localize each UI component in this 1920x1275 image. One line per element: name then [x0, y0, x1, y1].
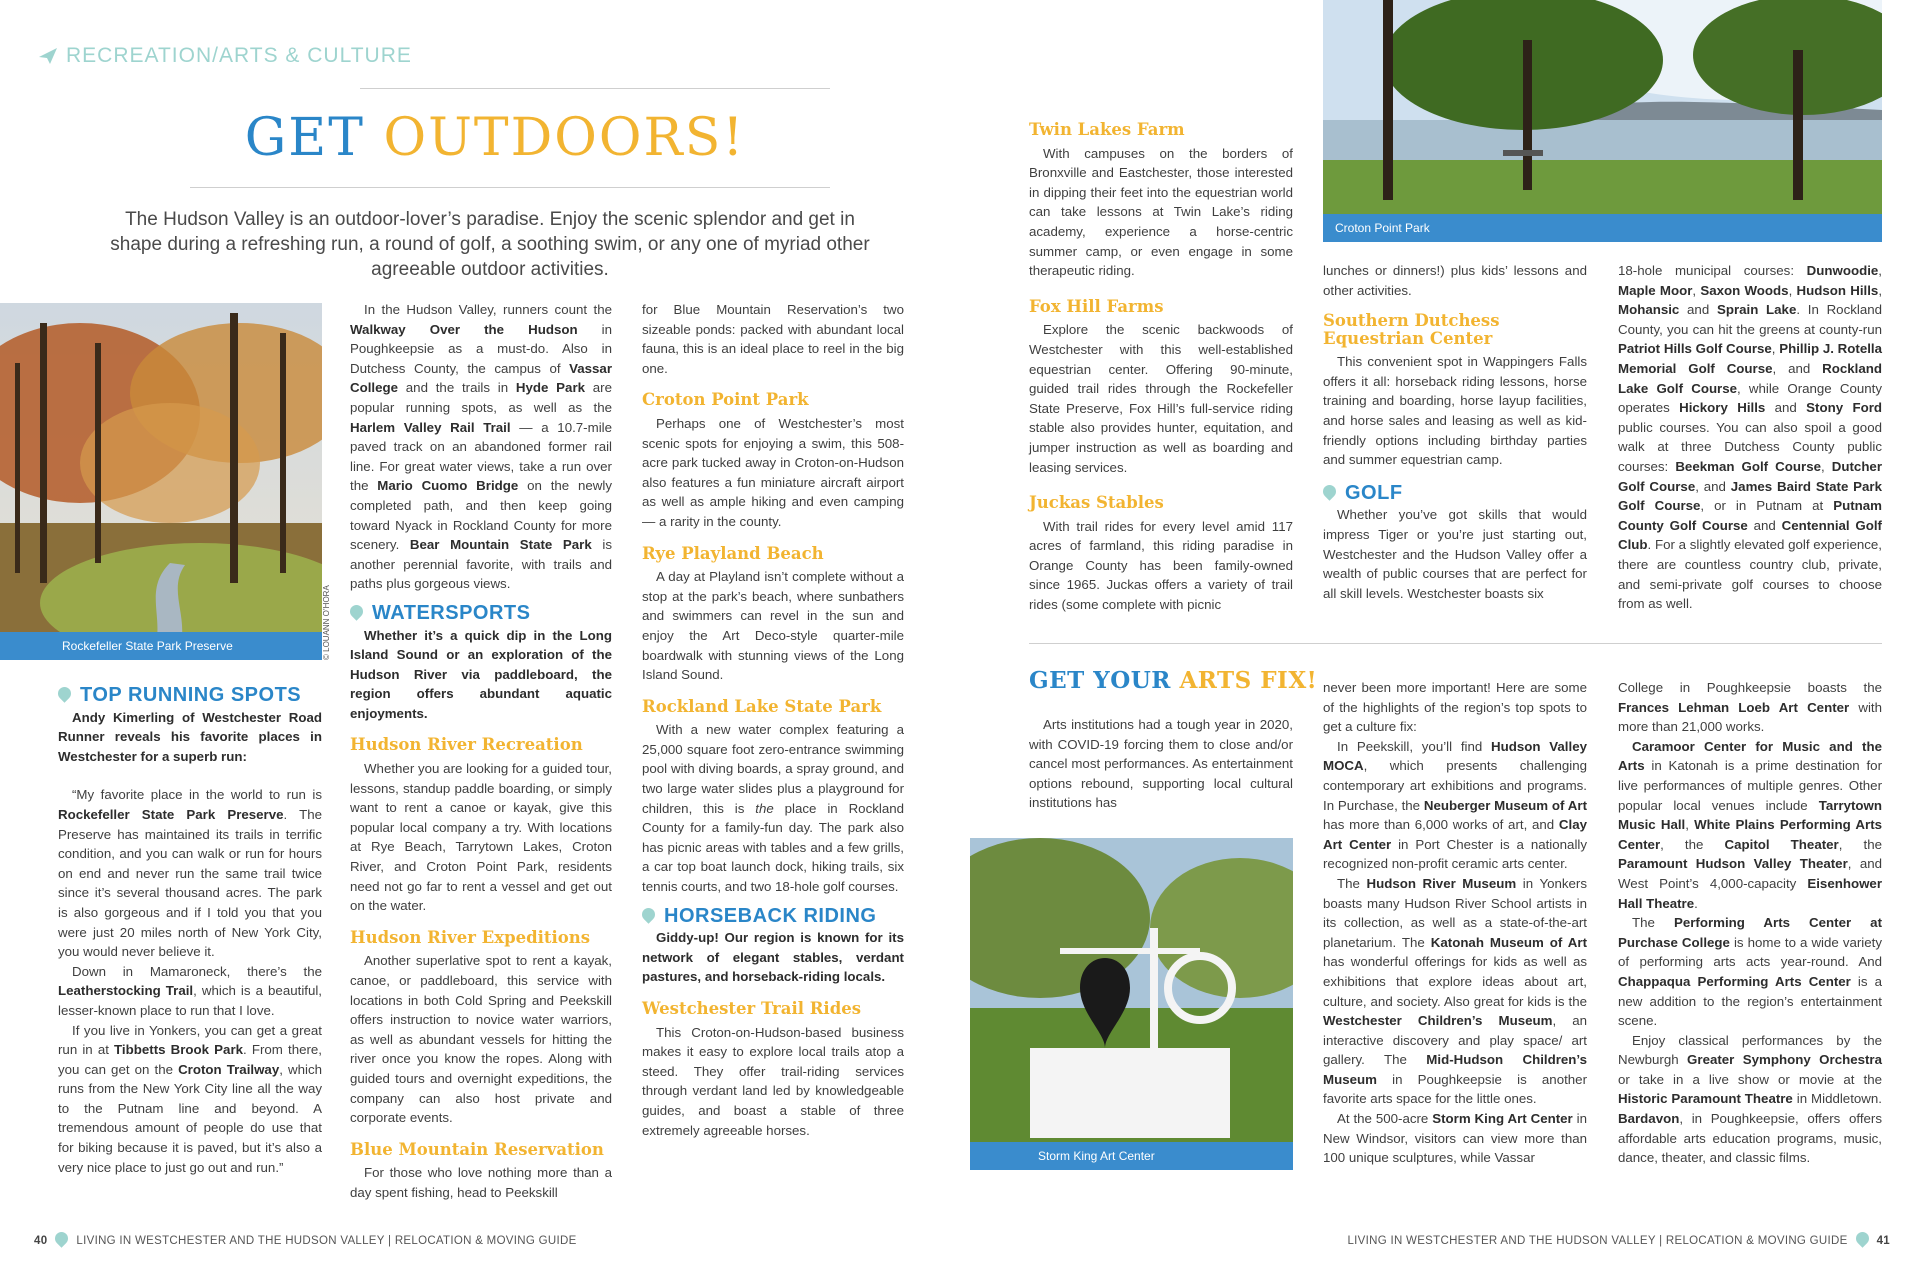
- a2-a: In Peekskill, you’ll find: [1337, 738, 1492, 754]
- arts-c3-p2: [1618, 737, 1882, 913]
- intro-paragraph: The Hudson Valley is an outdoor-lover’s paradise. Enjoy the scenic splendor and get in shape during a refreshing run, a round of golf, a soothing swim, or any one of myriad other agreeable outdoor activities.: [110, 209, 870, 280]
- c2-i: — a 10.7-mile paved track on an abandoned former rail line. For great water views, take a run over the: [350, 419, 612, 494]
- b2-f: , the: [1660, 836, 1725, 852]
- location-pin-icon: [1320, 482, 1338, 500]
- column-top-running-spots: [58, 686, 322, 1177]
- b2-i: Paramount Hudson Valley Theater: [1618, 856, 1848, 872]
- b3-a: The: [1632, 915, 1674, 931]
- g-f: Saxon Woods: [1700, 282, 1789, 298]
- b2-e: White Plains Performing Arts Center: [1618, 817, 1883, 852]
- blue-mountain-text: For those who love nothing more than a day spent fishing, head to Peekskill: [350, 1165, 612, 1200]
- location-pin-icon: [53, 1229, 71, 1247]
- g-h: Hudson Hills: [1796, 282, 1879, 298]
- a3-i: in Poughkeepsie is another favorite arts space for the little ones.: [1323, 1071, 1587, 1107]
- location-pin-icon: [347, 603, 365, 621]
- c2-j: Mario Cuomo Bridge: [377, 478, 519, 494]
- g-q: , and: [1772, 360, 1823, 376]
- b3-b: Performing Arts Center at Purchase College: [1618, 915, 1883, 950]
- rls-c: place in Rockland County for a family-fun day. The park also has picnic areas with tables and a few grills, a car top boat launch dock, hiking trails, six tennis courts, and two 18-hole golf courses.: [642, 800, 905, 895]
- section-label: [38, 44, 412, 68]
- g-l: Sprain Lake: [1716, 302, 1797, 318]
- twin-lakes-farm-text: With campuses on the borders of Bronxville and Eastchester, those interested in dipping their feet into the equestrian world can take lessons at Twin Lake’s riding academy, experience a horse-centric summer camp, or even engage in some therapeutic riding.: [1029, 145, 1293, 279]
- section-label-text: RECREATION/ARTS & CULTURE: [66, 44, 412, 67]
- column-3: [642, 300, 904, 1140]
- a3-e: has wonderful offerings for kids as well as exhibitions that explore ideas about art, culture, and society. Also great for kids is the: [1323, 954, 1587, 1009]
- croton-point-park-heading: Croton Point Park: [642, 390, 809, 410]
- page-number-right: 41: [1876, 1234, 1890, 1247]
- a4-b: Storm King Art Center: [1432, 1111, 1573, 1127]
- running-quote-1: [58, 785, 322, 961]
- title-rule-top: [360, 88, 830, 89]
- golf-heading-text: GOLF: [1345, 481, 1403, 504]
- q2-b: Leatherstocking Trail: [58, 983, 194, 999]
- lake-trees-image: [1323, 0, 1882, 242]
- a3-g: , an interactive discovery and play space/ art gallery. The: [1323, 1013, 1587, 1068]
- g-t: Hickory Hills: [1679, 400, 1766, 416]
- b4-c: or take in a live show or movie at the: [1618, 1071, 1882, 1087]
- g-af: Centennial Golf Club: [1618, 517, 1882, 553]
- fox-hill-farms-heading: Fox Hill Farms: [1029, 296, 1164, 316]
- b1-a: College in Poughkeepsie boasts the: [1618, 680, 1882, 695]
- hudson-river-expeditions-text: Another superlative spot to rent a kayak, canoe, or paddleboard, this service with locations in both Cold Spring and Peekskill offers instruction to novice water warriors, as well as abundant vessels for hitting the river once you know the ropes. Along with guided tours and overnight expeditions, the company can also host private and corporate events.: [350, 953, 612, 1126]
- g-ad: Putnam County Golf Course: [1618, 498, 1882, 533]
- golf-heading: [1323, 481, 1587, 504]
- q1-b: Rockefeller State Park Preserve: [58, 806, 284, 822]
- location-pin-icon: [1853, 1229, 1871, 1247]
- arts-c2-p2: [1323, 737, 1587, 874]
- b1-b: Frances Lehman Loeb Art Center: [1618, 699, 1850, 715]
- a3-f: Westchester Children’s Museum: [1323, 1013, 1553, 1029]
- a3-b: Hudson River Museum: [1366, 875, 1517, 891]
- arts-title: [1029, 667, 1317, 694]
- arts-c2-p3: [1323, 874, 1587, 1109]
- juckas-stables-heading: Juckas Stables: [1029, 493, 1164, 513]
- g-i: ,: [1878, 282, 1883, 298]
- c2-a: In the Hudson Valley, runners count the: [364, 302, 612, 317]
- westchester-trail-rides-text: This Croton-on-Hudson-based business makes it easy to explore local trails atop a steed. They offer trail-riding services through verdant land led by knowledgeable guides, and boast a stable of three extremely agreeable horses.: [642, 1024, 904, 1138]
- a4-c: in New Windsor, visitors can view more than 100 unique sculptures, while Vassar: [1323, 1111, 1587, 1166]
- rye-playland-heading: Rye Playland Beach: [642, 543, 824, 563]
- b4-f: Bardavon: [1618, 1111, 1680, 1127]
- photo-credit: © LOUANN O’HORA: [322, 585, 331, 660]
- arts-c3-p1: [1618, 678, 1882, 737]
- location-pin-icon: [55, 685, 73, 703]
- watersports-lead: [350, 626, 612, 724]
- a2-f: Clay Art Center: [1323, 817, 1587, 852]
- a2-e: has more than 6,000 works of art, and: [1323, 817, 1559, 833]
- g-d: Maple Moor: [1618, 282, 1693, 298]
- footer-left: [34, 1234, 577, 1247]
- arts-c2-p1: never been more important! Here are some of the highlights of the region’s top spots to get a culture fix:: [1323, 680, 1587, 735]
- c2-d: Vassar College: [350, 360, 612, 396]
- b2-l: .: [1694, 895, 1698, 911]
- g-m: . In Rockland County, you can hit the greens at county-run: [1618, 302, 1883, 337]
- column-2: [350, 300, 612, 1203]
- q3-b: Tibbetts Brook Park: [114, 1042, 244, 1058]
- arts-column-3: [1618, 678, 1882, 1168]
- running-quote-3: [58, 1021, 322, 1178]
- q1-c: . The Preserve has maintained its trails in terrific condition, and you can walk or run for hours on end and never run the same trail twice since it’s several thousand acres. The park is also gorgeous and if I told you that you were just 20 miles north of New York City, you would never believe it.: [58, 806, 322, 960]
- footer-right-text: LIVING IN WESTCHESTER AND THE HUDSON VALLEY | RELOCATION & MOVING GUIDE: [1347, 1234, 1848, 1247]
- horseback-riding-heading-text: HORSEBACK RIDING: [664, 904, 877, 927]
- column-6: [1618, 261, 1882, 614]
- rockland-lake-heading: Rockland Lake State Park: [642, 696, 882, 716]
- column-4: [1029, 120, 1293, 615]
- b3-d: Chappaqua Performing Arts Center: [1618, 973, 1851, 989]
- a3-a: The: [1337, 875, 1367, 891]
- g-r: Rockland Lake Golf Course: [1618, 360, 1882, 396]
- b2-j: , and West Point’s 4,000-capacity: [1618, 856, 1883, 891]
- watersports-heading: [350, 601, 612, 624]
- twin-lakes-farm-heading: Twin Lakes Farm: [1029, 120, 1185, 139]
- c2-k: on the newly completed path, and then keep going toward Nyack in Rockland County for more scenery.: [350, 478, 612, 553]
- footer-right: [1347, 1234, 1890, 1247]
- c2-m: is another perennial favorite, with trails and paths plus gorgeous views.: [350, 537, 612, 592]
- b2-k: Eisenhower Hall Theatre: [1618, 875, 1882, 911]
- hudson-river-expeditions-heading: Hudson River Expeditions: [350, 927, 591, 947]
- autumn-forest-image: [0, 303, 322, 660]
- c2-f: Hyde Park: [515, 380, 586, 396]
- top-running-spots-heading-text: TOP RUNNING SPOTS: [80, 684, 302, 706]
- col2-intro: [350, 300, 612, 594]
- g-p: Phillip J. Rotella Memorial Golf Course: [1618, 341, 1883, 376]
- southern-dutchess-heading: Southern Dutchess Equestrian Center: [1323, 311, 1500, 349]
- g-ag: . For a slightly elevated golf experience, there are countless country club, private, and semi-private golf courses to choose from as well.: [1618, 537, 1882, 612]
- top-running-spots-heading: [58, 686, 322, 706]
- page-title-part1: GET: [244, 108, 365, 168]
- blue-mountain-heading: Blue Mountain Reservation: [350, 1139, 604, 1159]
- arts-title-b: ARTS FIX!: [1179, 667, 1318, 694]
- g-z: Dutcher Golf Course: [1618, 458, 1883, 494]
- q3-c: . From there, you can get on the: [58, 1042, 323, 1077]
- horseback-lead-text: Giddy-up! Our region is known for its network of elegant stables, verdant pastures, and horseback-riding locals.: [642, 930, 904, 985]
- running-lead-text: Andy Kimerling of Westchester Road Runner reveals his favorite places in Westchester for a superb run:: [58, 709, 322, 764]
- g-c: ,: [1878, 263, 1882, 278]
- g-s: , while Orange County operates: [1618, 380, 1882, 416]
- watersports-lead-text: Whether it’s a quick dip in the Long Island Sound or an exploration of the Hudson River via paddleboard, the region offers abundant aquatic enjoyments.: [350, 627, 612, 721]
- c2-b: Walkway Over the Hudson: [350, 321, 578, 337]
- c2-l: Bear Mountain State Park: [409, 537, 592, 553]
- c2-c: in Poughkeepsie as a must-do. Also in Dutchess County, the campus of: [350, 321, 613, 376]
- running-lead: [58, 708, 322, 767]
- g-ac: , or in Putnam at: [1700, 498, 1834, 514]
- q2-c: , which is a beautiful, lesser-known place to run that I love.: [58, 983, 323, 1018]
- page-number-left: 40: [34, 1234, 48, 1247]
- b2-a: Caramoor Center for Music and the Arts: [1618, 738, 1882, 774]
- g-aa: , and: [1695, 478, 1731, 494]
- b1-c: with more than 21,000 works.: [1618, 699, 1882, 735]
- a3-d: Katonah Museum of Art: [1430, 934, 1588, 950]
- arts-column-2: [1323, 678, 1587, 1168]
- hudson-river-recreation-text: Whether you are looking for a guided tour, lessons, standup paddle boarding, or simply want to rent a canoe or kayak, give this popular local company a try. With locations at Rye Beach, Tarrytown Lakes, Croton River, and Croton Point Park, residents need not go far to rent a vessel and get out on the water.: [350, 761, 612, 914]
- col3-continuation: for Blue Mountain Reservation’s two sizeable ponds: packed with abundant local fauna, this is an ideal place to reel in the big one.: [642, 302, 904, 376]
- rls-b: the: [755, 800, 774, 816]
- rls-a: With a new water complex featuring a 25,000 square foot zero-entrance swimming pool with diving boards, a spray ground, and two large water slides plus a playground for children, this is: [642, 722, 904, 816]
- g-u: and: [1765, 400, 1807, 416]
- g-a: 18-hole municipal courses:: [1618, 263, 1807, 278]
- c2-h: Harlem Valley Rail Trail: [350, 419, 511, 435]
- arts-intro-column: [1029, 715, 1293, 813]
- arts-c3-p4: [1618, 1031, 1882, 1168]
- golf-courses-text: [1618, 261, 1882, 614]
- page-title: [225, 108, 765, 168]
- horseback-lead: [642, 928, 904, 987]
- q1-a: “My favorite place in the world to run is: [72, 787, 322, 803]
- b3-c: is home to a wide variety of performing arts acts year-round. And: [1618, 934, 1882, 970]
- rye-playland-text: A day at Playland isn’t complete without a stop at the park’s beach, where sunbathers and swimmers can revel in the sun and enjoy the Art Deco-style quarter-mile boardwalk with stunning views of the Long Island Sound.: [642, 569, 904, 683]
- g-ae: and: [1747, 517, 1782, 533]
- rockefeller-photo: [0, 303, 322, 660]
- g-g: ,: [1788, 282, 1797, 298]
- g-n: Patriot Hills Golf Course: [1618, 341, 1772, 357]
- arts-rule: [1029, 643, 1882, 644]
- croton-point-photo: [1323, 0, 1882, 242]
- paper-plane-icon: [38, 47, 58, 65]
- a3-c: in Yonkers boasts many Hudson River School artists in its collection, as well as a state-of-the-art planetarium. The: [1323, 875, 1588, 950]
- a2-c: , which presents challenging contemporary art exhibitions and programs. In Purchase, the: [1323, 758, 1587, 813]
- a4-a: At the 500-acre: [1337, 1111, 1433, 1127]
- g-y: ,: [1821, 458, 1832, 474]
- q3-a: If you live in Yonkers, you can get a great run in at: [58, 1022, 322, 1058]
- a3-h: Mid-Hudson Children’s Museum: [1323, 1052, 1587, 1087]
- running-quote-2: [58, 962, 322, 1021]
- footer-left-text: LIVING IN WESTCHESTER AND THE HUDSON VALLEY | RELOCATION & MOVING GUIDE: [76, 1234, 577, 1247]
- b2-g: Capitol Theater: [1724, 836, 1839, 852]
- g-b: Dunwoodie: [1806, 263, 1879, 278]
- b4-g: , in Poughkeepsie, offers offers affordable arts education programs, music, dance, theater, and classic films.: [1618, 1111, 1882, 1166]
- c2-e: and the trails in: [398, 380, 516, 396]
- col5-continuation: lunches or dinners!) plus kids’ lessons and other activities.: [1323, 263, 1587, 298]
- b4-d: Historic Paramount Theatre: [1618, 1091, 1793, 1107]
- b2-h: , the: [1838, 836, 1882, 852]
- horseback-riding-heading: [642, 904, 904, 927]
- c2-g: are popular running spots, as well as the: [350, 380, 612, 415]
- location-pin-icon: [639, 905, 657, 923]
- watersports-heading-text: WATERSPORTS: [372, 601, 531, 624]
- g-j: Mohansic: [1618, 302, 1680, 318]
- b4-e: in Middletown.: [1792, 1091, 1882, 1107]
- arts-c3-p3: [1618, 913, 1882, 1031]
- g-k: and: [1679, 302, 1717, 318]
- g-e: ,: [1692, 282, 1701, 298]
- rockland-lake-text: [642, 720, 904, 896]
- juckas-stables-text: With trail rides for every level amid 117 acres of farmland, this riding paradise in Orange County has been family-owned since 1965. Juckas offers a variety of trail rides (some complete with picnic: [1029, 518, 1293, 613]
- arts-c2-p4: [1323, 1109, 1587, 1168]
- a2-b: Hudson Valley MOCA: [1323, 738, 1587, 774]
- page-title-part2: OUTDOORS!: [383, 108, 746, 168]
- storm-king-caption: Storm King Art Center: [970, 1142, 1293, 1170]
- arts-intro-text: Arts institutions had a tough year in 2020, with COVID-19 forcing them to close and/or cancel most performances. As entertainment options rebound, supporting local cultural institutions has: [1029, 717, 1293, 811]
- g-v: Stony Ford: [1806, 400, 1882, 416]
- arts-title-a: GET YOUR: [1029, 667, 1180, 694]
- southern-dutchess-text: This convenient spot in Wappingers Falls offers it all: horseback riding lessons, horse training and boarding, horse layup facilities, and horse sales and leasing as well as kid-friendly options including birthday parties and summer equestrian camp.: [1323, 354, 1587, 468]
- fox-hill-farms-text: Explore the scenic backwoods of Westchester with this well-established equestrian center. Offering 90-minute, guided trail rides through the Rockefeller State Preserve, Fox Hill’s full-service riding stable also provides hunter, equitation, and jumper instruction as well as boarding and leasing services.: [1029, 322, 1293, 475]
- hudson-river-recreation-heading: Hudson River Recreation: [350, 735, 583, 755]
- g-x: Beekman Golf Course: [1675, 458, 1821, 474]
- g-w: public courses. You can also spoil a good walk at three Dutchess County public courses:: [1618, 419, 1882, 474]
- croton-caption: Croton Point Park: [1323, 214, 1882, 242]
- croton-point-park-text: Perhaps one of Westchester’s most scenic spots for enjoying a swim, this 508-acre park tucked away in Croton-on-Hudson also features a fun miniature aircraft airport as well as ample hiking and even camping — a rarity in the county.: [642, 415, 904, 529]
- b4-b: Greater Symphony Orchestra: [1687, 1052, 1882, 1068]
- q3-d: Croton Trailway: [178, 1061, 280, 1077]
- b2-c: Tarrytown Music Hall: [1618, 797, 1882, 833]
- g-o: ,: [1771, 341, 1780, 357]
- b3-e: is a new addition to the region’s entertainment scene.: [1618, 973, 1883, 1029]
- title-rule-bottom: [190, 187, 830, 188]
- b4-a: Enjoy classical performances by the Newburgh: [1618, 1032, 1882, 1068]
- westchester-trail-rides-heading: Westchester Trail Rides: [642, 999, 862, 1018]
- a2-g: in Port Chester is a nationally recognized non-profit ceramic arts center.: [1323, 836, 1587, 872]
- q3-e: , which runs from the New York City line all the way to the Putnam line and beyond. A tremendous amount of people do use that for biking because it is paved, but it’s also a very nice place to just go out and run.”: [58, 1061, 322, 1175]
- storm-king-photo: [970, 838, 1293, 1170]
- b2-d: ,: [1685, 817, 1695, 833]
- golf-text: Whether you’ve got skills that would impress Tiger or you’re just starting out, Westchester and the Hudson Valley offer a wealth of public courses that are perfect for all skill levels. Westchester boasts six: [1323, 507, 1587, 601]
- q2-a: Down in Mamaroneck, there’s the: [72, 963, 322, 979]
- rockefeller-caption: Rockefeller State Park Preserve: [0, 632, 322, 660]
- g-ab: James Baird State Park Golf Course: [1618, 478, 1883, 514]
- b2-b: in Katonah is a prime destination for live performances of multiple genres. Other popular local venues include: [1618, 758, 1882, 813]
- column-5: [1323, 261, 1587, 603]
- a2-d: Neuberger Museum of Art: [1423, 797, 1587, 813]
- sculpture-image: [970, 838, 1293, 1170]
